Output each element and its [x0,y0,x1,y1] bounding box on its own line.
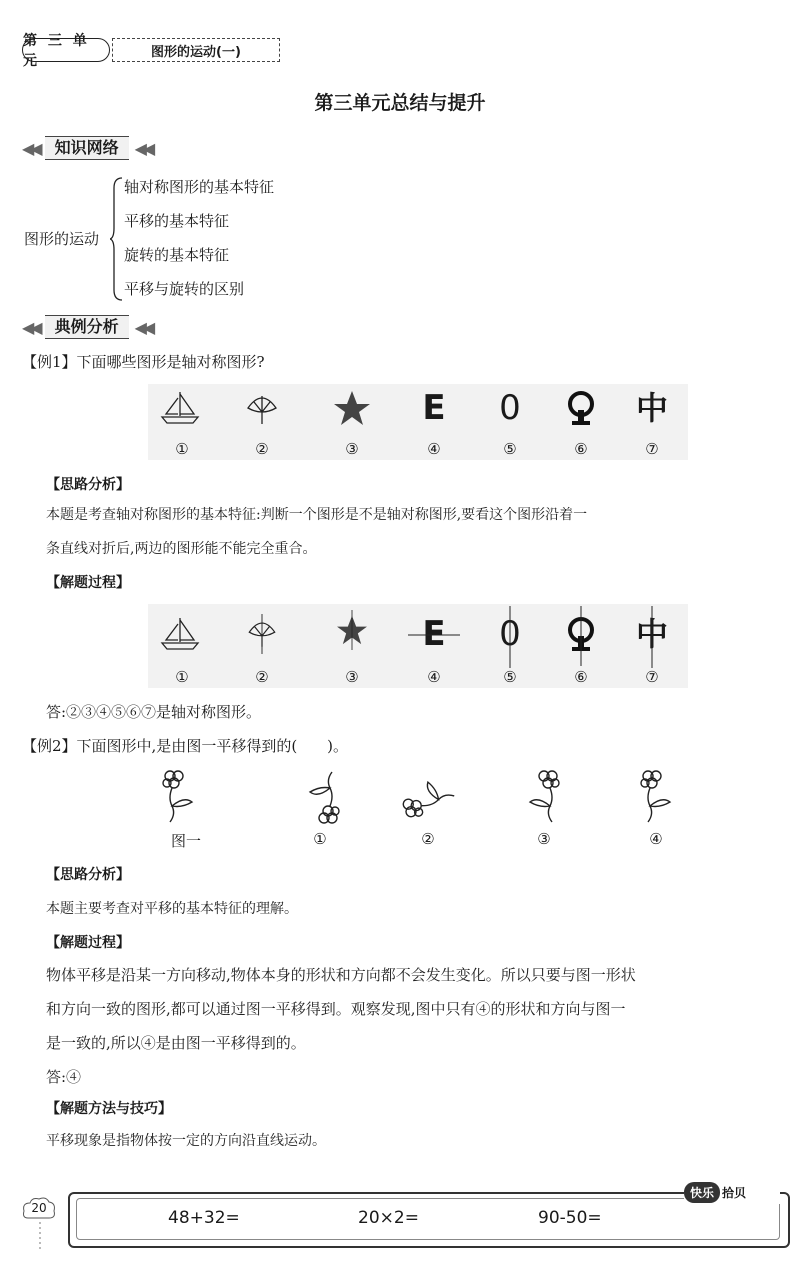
example1-question: 【例1】下面哪些图形是轴对称图形? [22,353,265,371]
figure-number: ⑥ [574,440,588,458]
chevron-left-icon: ◀◀ [22,138,39,158]
star-axis-icon [332,610,372,650]
figure-number: ⑤ [503,440,517,458]
figure-number: ⑦ [645,440,659,458]
zhong-glyph: 中 [635,389,668,427]
analysis-line: 条直线对折后,两边的图形能不能完全重合。 [46,541,317,557]
calc-item: 20×2= [358,1208,419,1228]
chevron-left-icon: ◀◀ [134,138,152,158]
process-line: 和方向一致的图形,都可以通过图一平移得到。观察发现,图中只有④的形状和方向与图一 [46,1000,626,1018]
axis-line-icon [651,606,653,668]
network-item: 轴对称图形的基本特征 [124,178,275,196]
flower-translated-4-icon [628,766,684,828]
shell-axis-icon [242,614,282,654]
section-banner-examples [22,314,151,340]
figure-number: ② [255,668,269,686]
axis-line-icon [408,634,460,636]
figure-number: ① [175,440,189,458]
flower-rotated-1-icon [296,766,352,828]
chevron-left-icon: ◀◀ [134,317,152,337]
network-root: 图形的运动 [24,230,100,248]
letter-o-axis-glyph: 0 [499,614,521,654]
shell-icon [242,388,282,428]
flower-rotated-2-icon [400,766,456,828]
letter-e-glyph: E [422,388,446,428]
section-label: 知识网络 [45,136,129,160]
unit-tag: 第 三 单 元 [22,38,110,62]
unit-subtitle: 图形的运动(一) [112,38,280,62]
figure-number: ② [255,440,269,458]
letter-e-axis-glyph: E [422,614,446,654]
network-item: 平移与旋转的区别 [124,280,245,298]
figure-number: ④ [427,668,441,686]
flower-original-icon [150,766,206,828]
process-heading: 【解题过程】 [46,575,130,591]
letter-o-glyph: 0 [499,388,521,428]
figure-number: ④ [427,440,441,458]
figure-label: ① [313,830,327,848]
figure-label: ② [421,830,435,848]
sailboat-icon [160,614,200,654]
dotted-line-icon [38,1222,42,1252]
star-icon [332,388,372,428]
zhong-axis-glyph: 中 [635,615,668,653]
process-line: 物体平移是沿某一方向移动,物体本身的形状和方向都不会发生变化。所以只要与图一形状 [46,966,636,984]
analysis-heading: 【思路分析】 [46,477,130,493]
figure-number: ③ [345,668,359,686]
example1-answer: 答:②③④⑤⑥⑦是轴对称图形。 [46,703,262,721]
chevron-left-icon: ◀◀ [22,317,39,337]
method-heading: 【解题方法与技巧】 [46,1101,172,1117]
example2-question: 【例2】下面图形中,是由图一平移得到的( )。 [22,737,349,755]
figure-label: 图一 [170,832,201,850]
figure-number: ⑥ [574,668,588,686]
figure-number: ③ [345,440,359,458]
figure-number: ⑤ [503,668,517,686]
calc-item: 48+32= [168,1208,240,1228]
sailboat-icon [160,388,200,428]
brand-bubble: 快乐 [684,1182,720,1203]
analysis-line: 本题是考查轴对称图形的基本特征:判断一个图形是不是轴对称图形,要看这个图形沿着一 [46,507,588,523]
method-text: 平移现象是指物体按一定的方向沿直线运动。 [46,1133,326,1149]
network-item: 旋转的基本特征 [124,246,230,264]
figure-label: ③ [537,830,551,848]
analysis-line: 本题主要考查对平移的基本特征的理解。 [46,901,298,917]
analysis-heading: 【思路分析】 [46,867,130,883]
calc-item: 90-50= [538,1208,602,1228]
axis-line-icon [509,606,511,668]
brace-icon [110,176,124,302]
flower-flipped-3-icon [516,766,572,828]
figure-label: ④ [649,830,663,848]
brand-badge [684,1180,780,1204]
process-heading: 【解题过程】 [46,935,130,951]
figure-number: ① [175,668,189,686]
railway-logo-icon [561,388,601,428]
section-label: 典例分析 [45,315,129,339]
process-line: 是一致的,所以④是由图一平移得到的。 [46,1034,306,1052]
example2-answer: 答:④ [46,1068,82,1086]
network-item: 平移的基本特征 [124,212,230,230]
figure-number: ⑦ [645,668,659,686]
page-number: 20 [31,1201,47,1215]
railway-logo-axis-icon [561,606,601,666]
page-title: 第三单元总结与提升 [314,92,486,114]
section-banner-knowledge [22,135,151,161]
brand-text: 拾贝 [722,1185,747,1200]
